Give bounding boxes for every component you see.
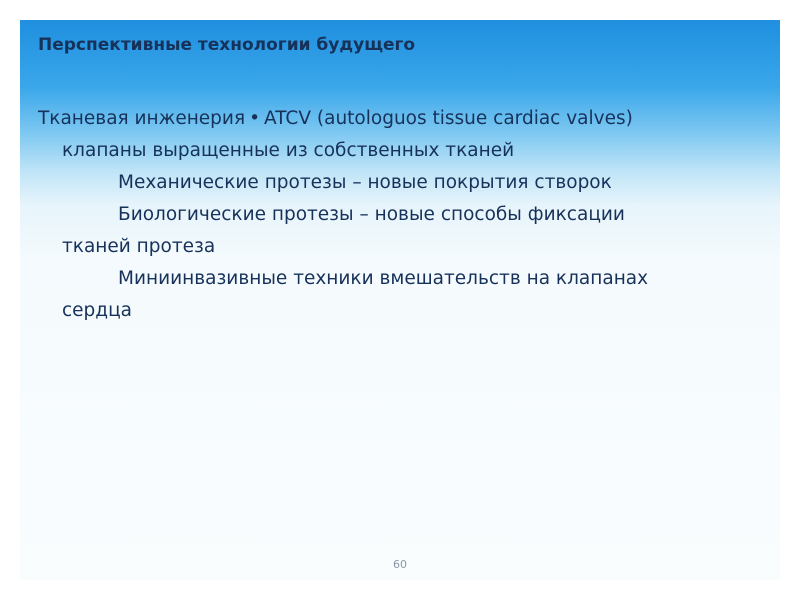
tissue-engineering-line [38,103,768,135]
biological-prostheses-line: Биологические протезы – новые способы фиксации [118,204,625,225]
atcv-text: ATCV (autologuos tissue cardiac valves) [264,108,633,129]
page-number: 60 [393,558,407,571]
minimally-invasive-line: Миниинвазивные техники вмешательств на клапанах [118,268,649,289]
tissue-engineering-label: Тканевая инженерия [38,108,246,129]
mechanical-prostheses-line: Механические протезы – новые покрытия створок [118,172,612,193]
atcv-continuation: клапаны выращенные из собственных тканей [62,140,515,161]
biological-prostheses-continuation: тканей протеза [62,236,216,257]
bullet-icon: • [249,108,260,129]
minimally-invasive-continuation: сердца [62,300,133,321]
slide [20,20,780,580]
slide-heading: Перспективные технологии будущего [38,35,416,55]
slide-content [38,34,768,327]
